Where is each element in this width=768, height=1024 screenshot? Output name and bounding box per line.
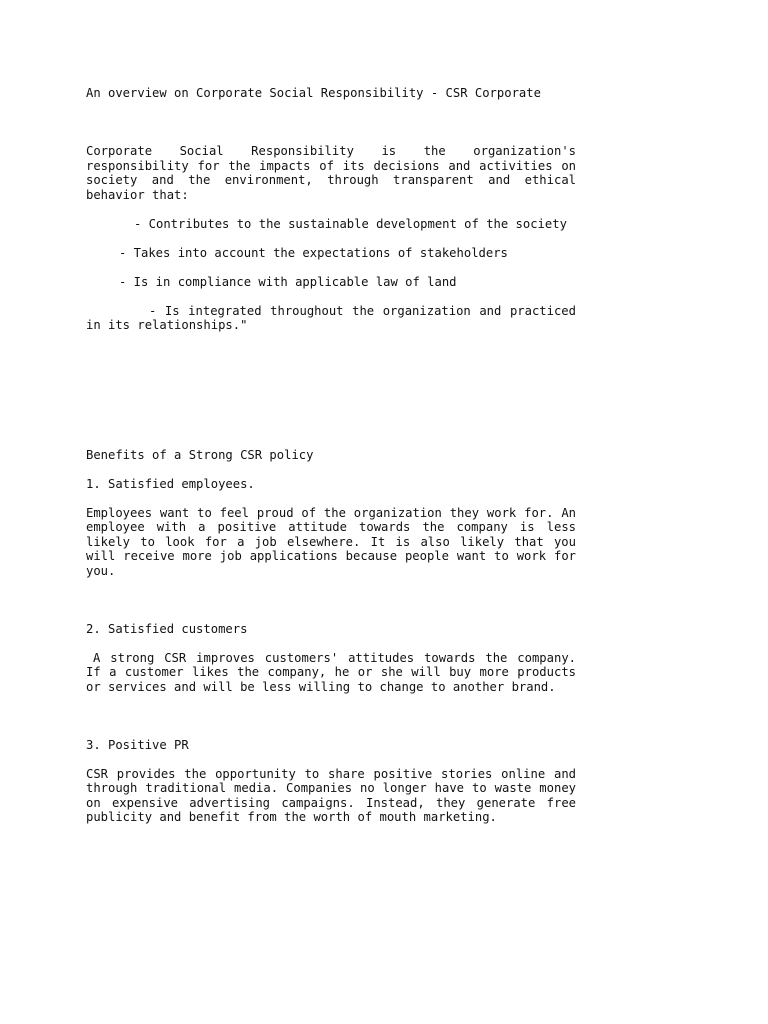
- section-body-pr: CSR provides the opportunity to share positive stories online and through traditional media. Companies no longer have to waste money on expensive advertising campaigns. Instead, they generate free publicity and benefit from the worth of mouth marketing.: [86, 766, 576, 824]
- bullet-stakeholders: - Takes into account the expectations of stakeholders: [119, 245, 508, 260]
- section-heading-employees: 1. Satisfied employees.: [86, 476, 255, 491]
- document-title: An overview on Corporate Social Responsibility - CSR Corporate: [86, 86, 541, 100]
- bullet-sustainable-development: - Contributes to the sustainable development of the society: [134, 216, 567, 231]
- bullet-integrated: - Is integrated throughout the organization and practiced in its relationships.": [86, 303, 576, 332]
- benefits-heading: Benefits of a Strong CSR policy: [86, 447, 314, 462]
- section-body-customers: A strong CSR improves customers' attitudes towards the company. If a customer likes the company, he or she will buy more products or services and will be less willing to change to another brand.: [86, 650, 576, 694]
- section-body-employees: Employees want to feel proud of the organization they work for. An employee with a positive attitude towards the company is less likely to look for a job elsewhere. It is also likely that you will receive more job applications because people want to work for you.: [86, 505, 576, 578]
- intro-paragraph: Corporate Social Responsibility is the organization's responsibility for the impacts of its decisions and activities on society and the environment, through transparent and ethical behavior that:: [86, 144, 576, 202]
- section-heading-pr: 3. Positive PR: [86, 737, 189, 752]
- bullet-law-compliance: - Is in compliance with applicable law of land: [119, 274, 457, 289]
- document-page: [86, 86, 576, 825]
- section-heading-customers: 2. Satisfied customers: [86, 621, 248, 636]
